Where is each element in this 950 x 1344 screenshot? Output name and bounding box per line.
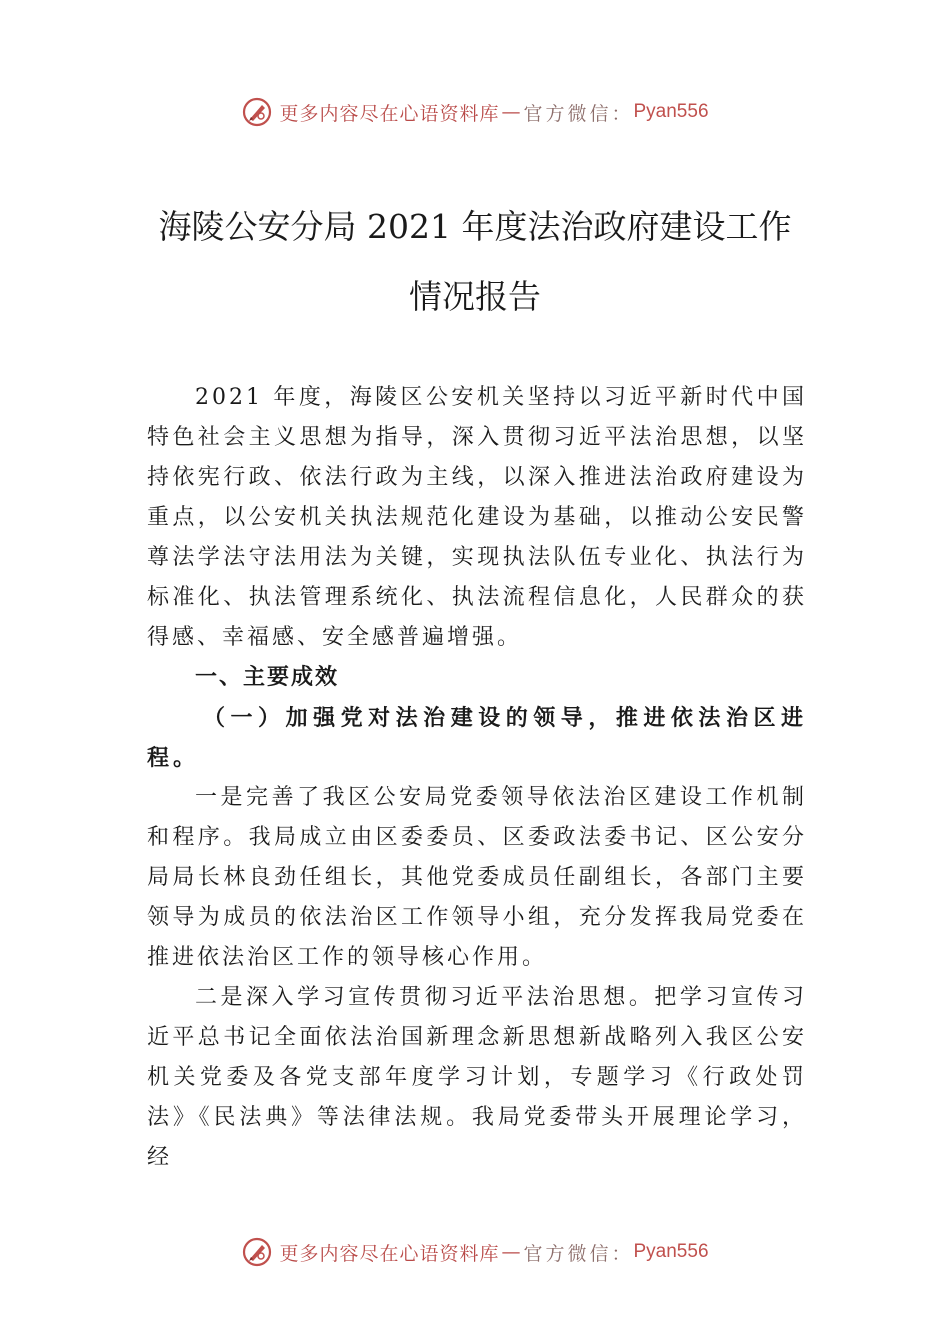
watermark-text: 更多内容尽在心语资料库 xyxy=(279,102,500,125)
watermark-label: 官方微信： xyxy=(523,102,634,125)
subsection-heading: （一）加强党对法治建设的领导，推进依法治区进程。 xyxy=(147,705,807,771)
pen-seal-icon xyxy=(241,1236,273,1268)
watermark-wechat-id: Pyan556 xyxy=(633,101,709,122)
document-title-line-2: 情况报告 xyxy=(409,277,541,316)
document-title-line-1: 海陵公安分局 2021 年度法治政府建设工作 xyxy=(158,207,792,246)
watermark-label: 官方微信： xyxy=(523,1242,634,1265)
watermark-header xyxy=(0,92,950,132)
watermark-separator: — xyxy=(501,1241,522,1263)
watermark-text: 更多内容尽在心语资料库 xyxy=(279,1242,500,1265)
paragraph-item-2: 二是深入学习宣传贯彻习近平法治思想。把学习宣传习近平总书记全面依法治国新理念新思想新战略列入我区公安机关党委及各党支部年度学习计划，专题学习《行政处罚法》《民法典》等法律法规。我局党委带头开展理论学习，经 xyxy=(147,985,807,1170)
watermark-footer xyxy=(0,1232,950,1272)
paragraph-item-1: 一是完善了我区公安局党委领导依法治区建设工作机制和程序。我局成立由区委委员、区委政法委书记、区公安分局局长林良劲任组长，其他党委成员任副组长，各部门主要领导为成员的依法治区工作领导小组，充分发挥我局党委在推进依法治区工作的领导核心作用。 xyxy=(147,785,807,970)
pen-seal-icon xyxy=(241,96,273,128)
paragraph-intro: 2021 年度，海陵区公安机关坚持以习近平新时代中国特色社会主义思想为指导，深入贯彻习近平法治思想，以坚持依宪行政、依法行政为主线，以深入推进法治政府建设为重点，以公安机关执法规范化建设为基础，以推动公安民警尊法学法守法用法为关键，实现执法队伍专业化、执法行为标准化、执法管理系统化、执法流程信息化，人民群众的获得感、幸福感、安全感普遍增强。 xyxy=(147,385,807,650)
watermark-wechat-id: Pyan556 xyxy=(633,1241,709,1262)
section-heading: 一、主要成效 xyxy=(195,665,340,690)
watermark-separator: — xyxy=(501,101,522,123)
document-body xyxy=(147,378,807,1178)
